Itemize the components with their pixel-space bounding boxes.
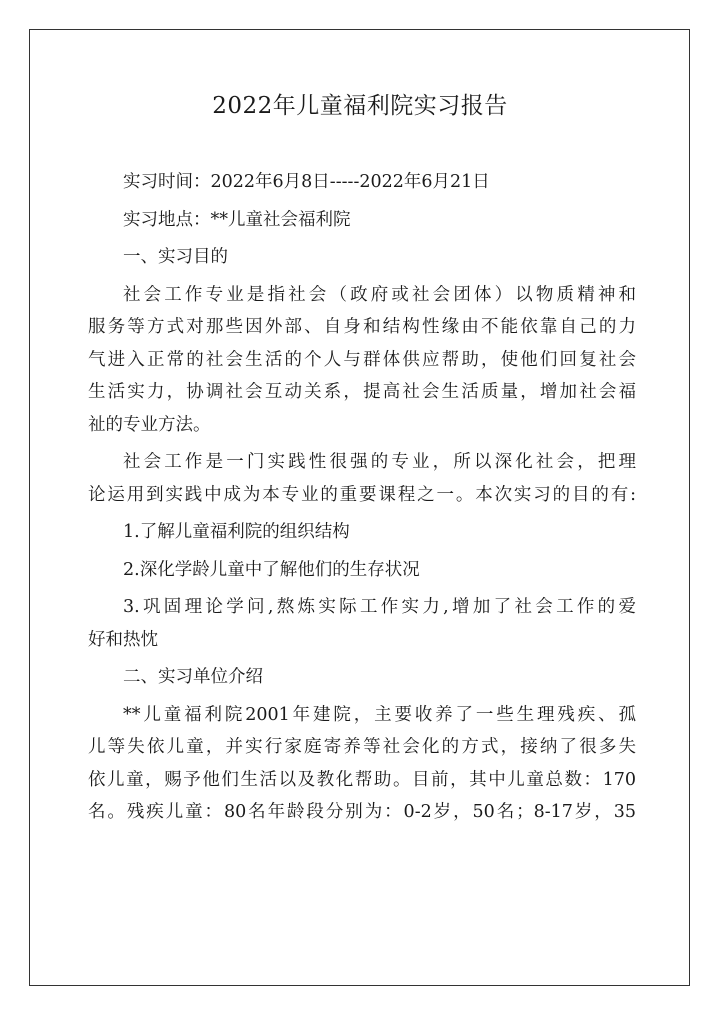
purpose-item-3 xyxy=(88,591,636,656)
purpose-item-1: 1.了解儿童福利院的组织结构 xyxy=(123,522,350,542)
text-line: 依儿童，赐予他们生活以及教化帮助。目前，其中儿童总数：170 xyxy=(88,769,636,790)
paragraph-social-work-definition xyxy=(88,279,636,442)
text-line: 生活实力，协调社会互动关系，提高社会生活质量，增加社会福 xyxy=(88,382,636,402)
document-title: 2022年儿童福利院实习报告 xyxy=(212,93,508,119)
section-heading-unit-intro: 二、实习单位介绍 xyxy=(123,667,263,687)
text-line: 名。残疾儿童：80名年龄段分别为：0-2岁，50名；8-17岁，35 xyxy=(88,802,636,822)
text-line: 气进入正常的社会生活的个人与群体供应帮助，使他们回复社会 xyxy=(88,349,636,370)
paragraph-unit-intro xyxy=(88,699,636,829)
text-line: 论运用到实践中成为本专业的重要课程之一。本次实习的目的有: xyxy=(88,484,636,505)
text-line: 3.巩固理论学问,熬炼实际工作实力,增加了社会工作的爱 xyxy=(123,597,636,617)
internship-time: 实习时间：2022年6月8日-----2022年6月21日 xyxy=(123,172,490,192)
text-line: 好和热忱 xyxy=(88,629,158,650)
text-line: **儿童福利院2001年建院，主要收养了一些生理残疾、孤 xyxy=(123,704,636,725)
text-line: 服务等方式对那些因外部、自身和结构性缘由不能依靠自己的力 xyxy=(88,317,636,337)
internship-place: 实习地点：**儿童社会福利院 xyxy=(123,209,351,230)
text-line: 社会工作是一门实践性很强的专业，所以深化社会，把理 xyxy=(123,452,636,472)
purpose-item-2: 2.深化学龄儿童中了解他们的生存状况 xyxy=(123,559,420,580)
paragraph-practice-purpose xyxy=(88,446,636,511)
text-line: 儿等失依儿童，并实行家庭寄养等社会化的方式，接纳了很多失 xyxy=(88,737,636,757)
document-body xyxy=(88,166,636,834)
text-line: 祉的专业方法。 xyxy=(88,414,211,435)
text-line: 社会工作专业是指社会（政府或社会团体）以物质精神和 xyxy=(123,284,636,305)
section-heading-purpose: 一、实习目的 xyxy=(123,247,228,267)
